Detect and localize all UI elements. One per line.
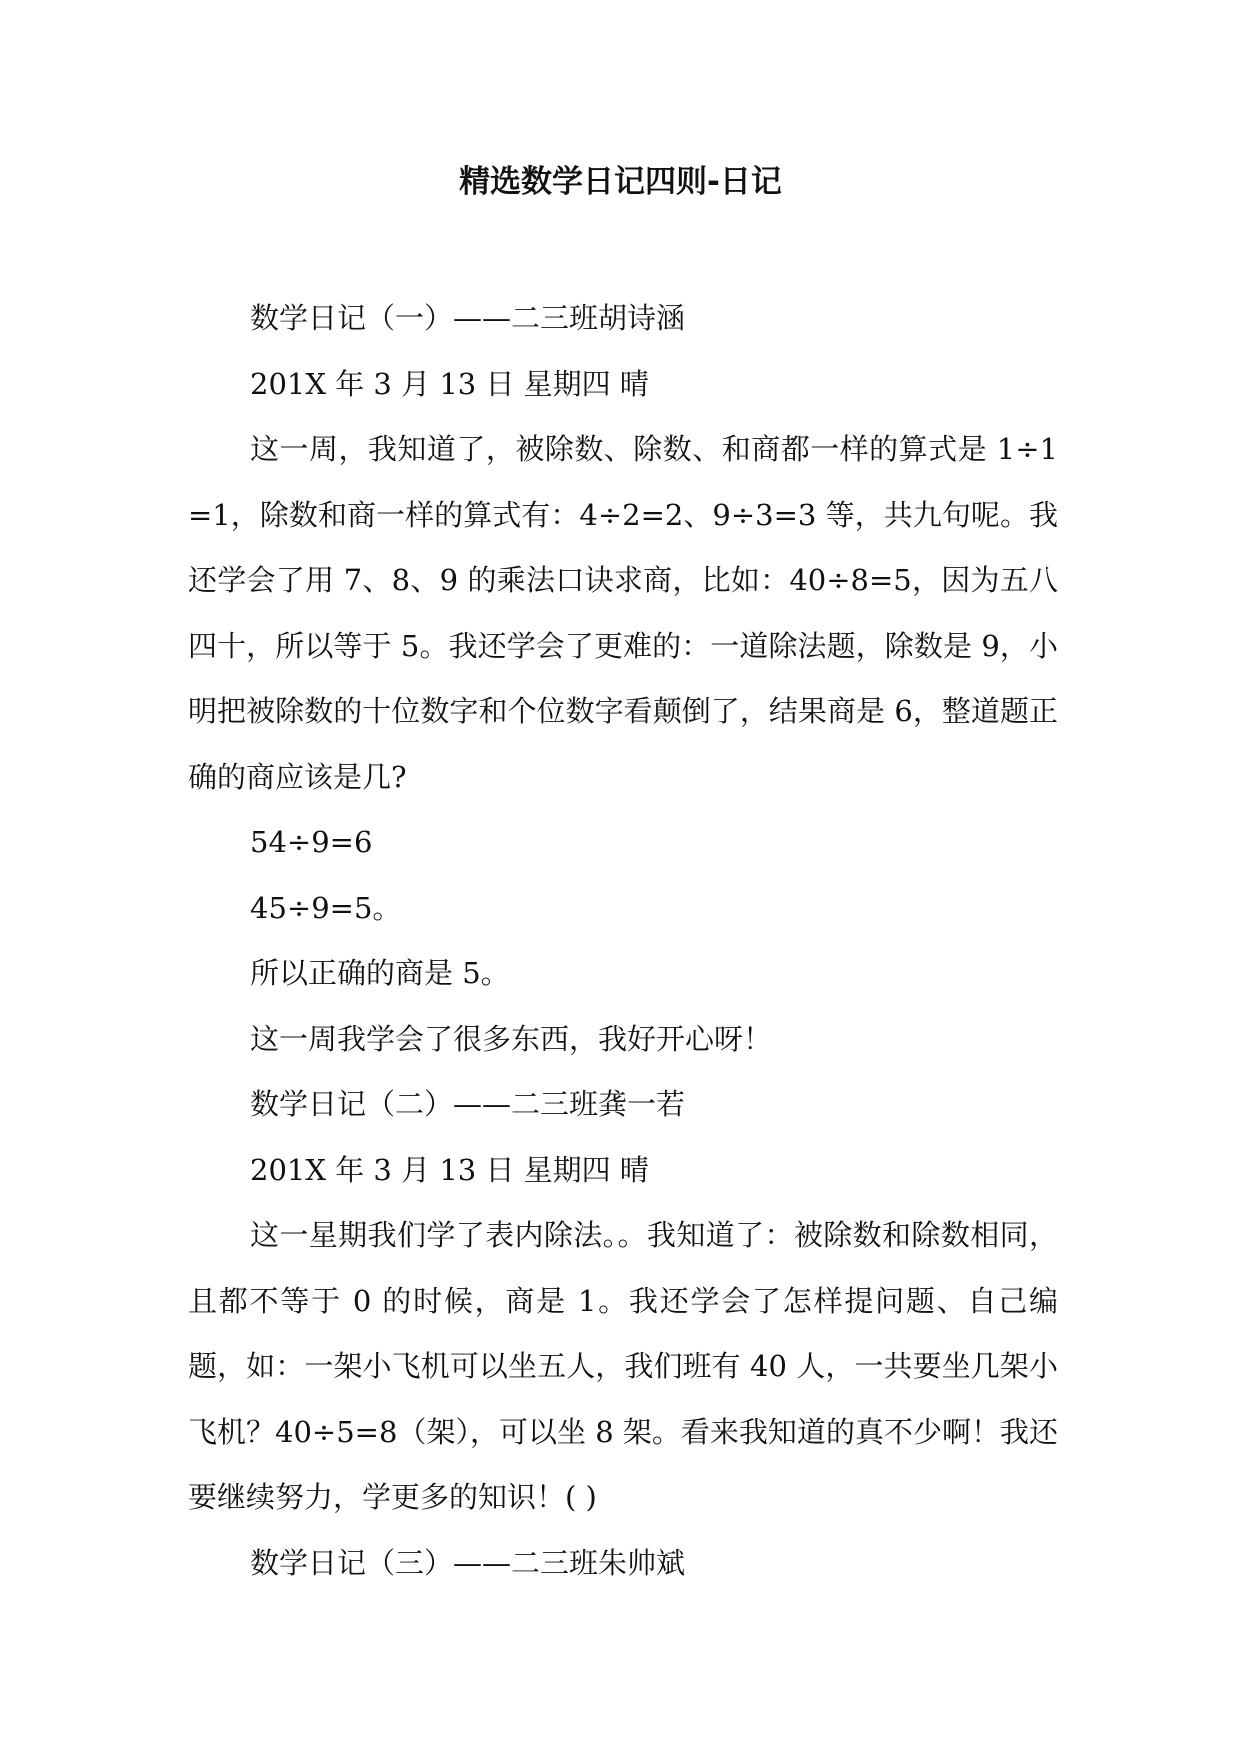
diary-3-heading: 数学日记（三）——二三班朱帅斌: [250, 1545, 686, 1580]
diary-1-closing-line: 这一周我学会了很多东西，我好开心呀！: [250, 1021, 773, 1056]
diary-1-answer-line: 所以正确的商是 5。: [250, 956, 510, 990]
diary-1-heading: 数学日记（一）——二三班胡诗涵: [250, 301, 686, 335]
diary-2-date-line: 201X 年 3 月 13 日 星期四 晴: [250, 1152, 649, 1187]
diary-2-body-paragraph: 这一星期我们学了表内除法。。我知道了：被除数和除数相同，且都不等于 0 的时候，商是 1。我还学会了怎样提问题、自己编题，如：一架小飞机可以坐五人，我们班有 40 人，一共要坐几架小飞机？40÷5=8（架），可以坐 8 架。看来我知道的真不少啊！我还要继续努力，学更多的知识！( ): [188, 1218, 1058, 1514]
diary-1-equation-1: 54÷9=6: [250, 825, 373, 859]
diary-1-body-paragraph: 这一周，我知道了，被除数、除数、和商都一样的算式是 1÷1=1，除数和商一样的算式有：4÷2=2、9÷3=3 等，共九句呢。我还学会了用 7、8、9 的乘法口诀求商，比如：40÷8=5，因为五八四十，所以等于 5。我还学会了更难的：一道除法题，除数是 9，小明把被除数的十位数字和个位数字看颠倒了，结果商是 6，整道题正确的商应该是几?: [188, 432, 1058, 794]
diary-2-heading: 数学日记（二）——二三班龚一若: [250, 1087, 686, 1121]
document-title: 精选数学日记四则-日记: [459, 164, 782, 200]
diary-1-date-line: 201X 年 3 月 13 日 星期四 晴: [250, 366, 649, 401]
diary-1-equation-2: 45÷9=5。: [250, 890, 402, 925]
document-body: [188, 286, 1058, 1596]
